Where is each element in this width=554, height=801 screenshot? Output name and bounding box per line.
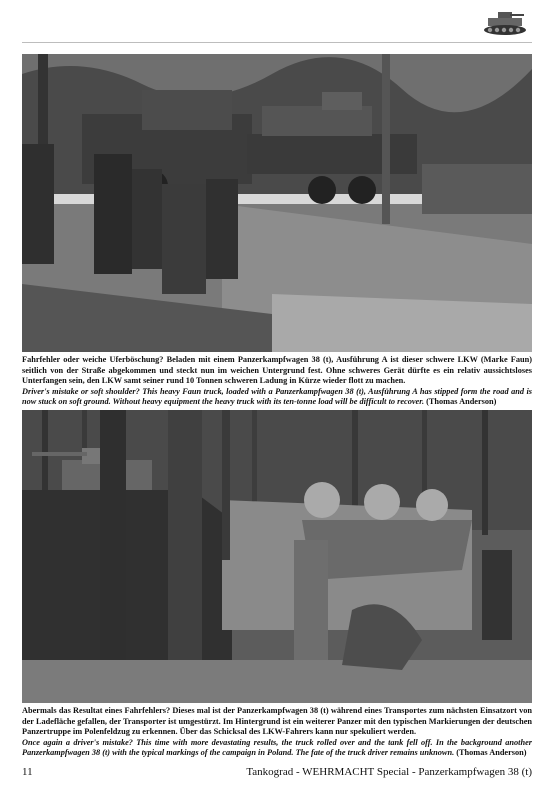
caption-photo-2 xyxy=(22,706,532,759)
photo-credit: (Thomas Anderson) xyxy=(426,397,497,406)
header-rule xyxy=(22,42,532,43)
caption-german-text: Abermals das Resultat eines Fahrfehlers? Dieses mal ist der Panzerkampfwagen 38 (t) während eines Transportes zum nächsten Einsatzort von der Ladefläche gefallen, der Transporter ist umgestürzt. Im Hintergrund ist ein weiterer Panzer mit den typischen Markierungen der deutschen Panzertruppe im Polenfeldzug zu erkennen. Über das Schicksal des LKW-Fahrers kann nur spekuliert werden. xyxy=(22,706,532,736)
page-number: 11 xyxy=(22,766,33,778)
tank-logo-icon xyxy=(480,8,530,38)
photo-credit: (Thomas Anderson) xyxy=(456,748,527,757)
photo-truck-overturned xyxy=(22,410,532,703)
photo-truck-stuck xyxy=(22,54,532,352)
running-title: Tankograd - WEHRMACHT Special - Panzerkampfwagen 38 (t) xyxy=(246,766,532,778)
caption-german-text: Fahrfehler oder weiche Uferböschung? Beladen mit einem Panzerkampfwagen 38 (t), Ausführung A ist dieser schwere LKW (Marke Faun) seitlich von der Straße abgekommen und steckt nun im weichen Untergrund fest. Ohne schweres Gerät dürfte es ein relativ aussichtsloses Unterfangen sein, den LKW samt seiner rund 10 Tonnen schweren Ladung in Kürze wieder flott zu machen. xyxy=(22,355,532,385)
caption-english-text: Driver's mistake or soft shoulder? This heavy Faun truck, loaded with a Panzerkampfwagen 38 (t), Ausführung A has stipped form the road and is now stuck on soft ground. Without heavy equipment the heavy truck with its ten-tonne load will be difficult to recover. xyxy=(22,386,532,406)
caption-english-text: Once again a driver's mistake? This time with more devastating results, the truck rolled over and the tank fell off. In the background another Panzerkampfwagen 38 (t) with the typical markings of the campaign in Poland. The fate of the truck driver remains unknown. xyxy=(22,737,532,757)
caption-photo-1 xyxy=(22,355,532,408)
